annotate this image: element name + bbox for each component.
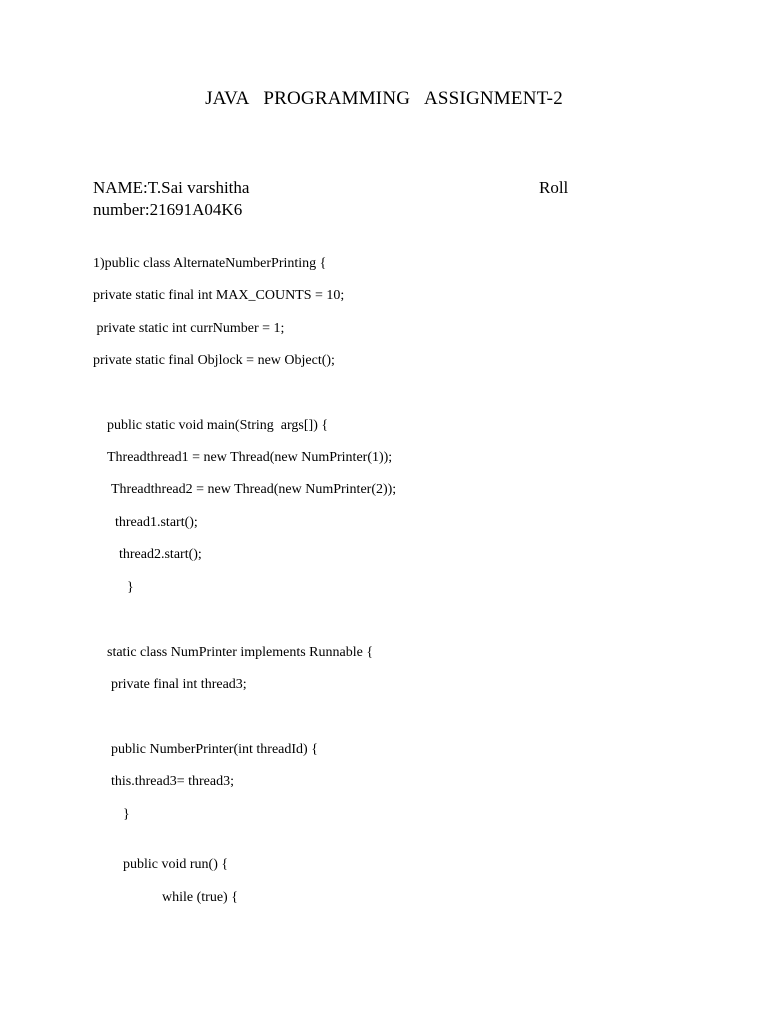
code-line: thread2.start(); [119, 547, 202, 562]
code-line: private final int thread3; [111, 677, 247, 692]
code-line: private static final Objlock = new Object(); [93, 353, 335, 368]
code-line: 1)public class AlternateNumberPrinting { [93, 256, 327, 271]
document-title: JAVA PROGRAMMING ASSIGNMENT-2 [205, 88, 563, 109]
code-line: public void run() { [123, 857, 229, 872]
code-line: this.thread3= thread3; [111, 774, 234, 789]
code-line: public static void main(String args[]) { [107, 418, 329, 433]
code-line: while (true) { [162, 890, 238, 905]
code-line: thread1.start(); [115, 515, 198, 530]
roll-label: Roll [539, 178, 569, 197]
code-line: } [123, 807, 130, 822]
roll-number: number:21691A04K6 [93, 200, 243, 219]
code-line: Threadthread1 = new Thread(new NumPrinter(1)); [107, 450, 393, 465]
code-line: Threadthread2 = new Thread(new NumPrinter(2)); [111, 482, 397, 497]
code-line: static class NumPrinter implements Runnable { [107, 645, 374, 660]
code-line: public NumberPrinter(int threadId) { [111, 742, 318, 757]
student-name: NAME:T.Sai varshitha [93, 178, 250, 197]
code-line: } [127, 580, 134, 595]
code-line: private static final int MAX_COUNTS = 10; [93, 288, 345, 303]
code-line: private static int currNumber = 1; [93, 321, 285, 336]
